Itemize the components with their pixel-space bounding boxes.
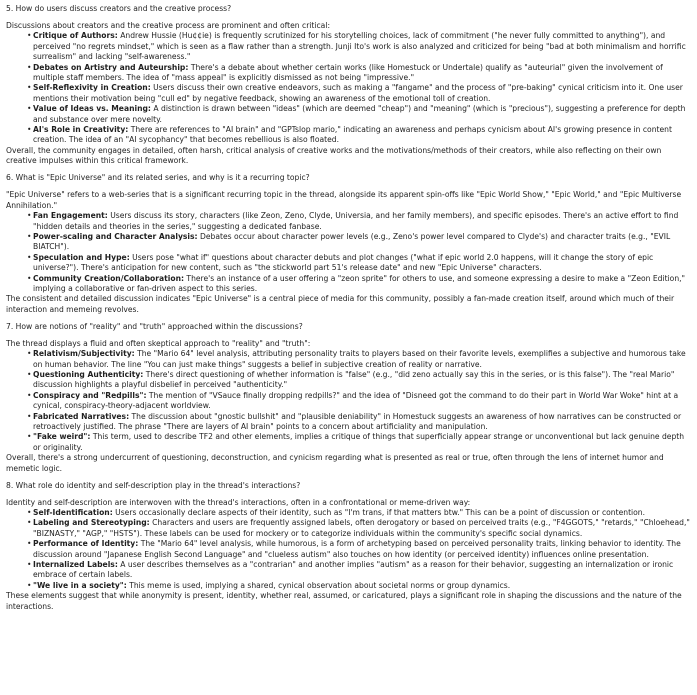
bullet-text: This term, used to describe TF2 and other elements, implies a critique of things that superficially appear strange or unconventional but lack genuine depth or originality. <box>33 432 685 452</box>
bullet-item <box>33 560 691 581</box>
bullet-text: Characters and users are frequently assigned labels, often derogatory or based on perceived traits (e.g., "F4GGOTS," "retards," "Chloehead," "BIZNASTY," "AGP," "HSTS"). These labels can be used for mockery or to categorize individuals within the community's specific social dynamics. <box>33 518 690 538</box>
bullet-text: The discussion about "gnostic bullshit" and "plausible deniability" in Homestuck suggests an awareness of how narratives can be constructed or retroactively justified. The phrase "There are layers of AI brain" points to a concern about artificiality and manipulation. <box>33 411 682 431</box>
bullet-item <box>33 432 691 453</box>
bullet-text: There are references to "AI brain" and "GPTslop mario," indicating an awareness and perhaps cynicism about AI's growing presence in content creation. The idea of an "AI sycophancy" that becomes rebellious is also floated. <box>33 125 672 145</box>
faq-section <box>6 173 691 315</box>
bullet-term: Self-Identification: <box>33 508 113 518</box>
bullet-term: Community Creation/Collaboration: <box>33 273 185 283</box>
bullet-term: Critique of Authors: <box>33 31 118 41</box>
section-summary: The consistent and detailed discussion indicates "Epic Universe" is a central piece of media for this community, possibly a fan-made creation itself, around which much of their interaction and memeing revolves. <box>6 294 675 314</box>
bullet-term: "Fake weird": <box>33 432 91 442</box>
bullet-item <box>33 253 691 274</box>
bullet-item <box>33 125 691 146</box>
bullet-term: Questioning Authenticity: <box>33 369 144 379</box>
bullet-item <box>33 83 691 104</box>
bullet-text: The mention of "VSauce finally dropping redpills?" and the idea of "Disneed got the command to do their part in World War Woke" hint at a cynical, conspiracy-theory-adjacent worldview. <box>33 390 679 411</box>
bullet-item <box>33 232 691 253</box>
bullet-text: Users discuss their own creative endeavors, such as making a "fangame" and the process of "pre-baking" cynical criticism into it. One user mentions their motivation being "cull ed" by negative feedback, showing an awareness of the emotional toll of creation. <box>33 83 683 103</box>
bullet-item <box>33 518 691 539</box>
bullet-list <box>6 349 691 453</box>
bullet-term: Speculation and Hype: <box>33 252 130 262</box>
bullet-text: Users discuss its story, characters (like Zeon, Zeno, Clyde, Universia, and her family members), and specific episodes. There's an active effort to find "hidden details and theories in the series," suggesting a dedicated fanbase. <box>33 211 679 231</box>
bullet-list <box>6 211 691 294</box>
faq-section <box>6 322 691 474</box>
bullet-term: Relativism/Subjectivity: <box>33 349 135 359</box>
bullet-term: AI's Role in Creativity: <box>33 125 129 135</box>
bullet-text: This meme is used, implying a shared, cynical observation about societal norms or group dynamics. <box>126 580 511 590</box>
bullet-text: Debates occur about character power levels (e.g., Zeno's power level compared to Clyde's) and character traits (e.g., "EVIL BIATCH"). <box>33 231 671 252</box>
bullet-term: Fabricated Narratives: <box>33 411 130 421</box>
bullet-text: A distinction is drawn between "ideas" (which are deemed "cheap") and "meaning" (which is "precious"), suggesting a preference for depth and substance over mere novelty. <box>33 104 686 124</box>
bullet-item <box>33 349 691 370</box>
section-intro: "Epic Universe" refers to a web-series that is a significant recurring topic in the thread, alongside its apparent spin-offs like "Epic World Show," "Epic World," and "Epic Multiverse Annihilation." <box>6 190 682 210</box>
bullet-item <box>33 391 691 412</box>
bullet-term: "We live in a society": <box>33 580 127 590</box>
bullet-item <box>33 274 691 295</box>
bullet-item <box>33 370 691 391</box>
bullet-term: Performance of Identity: <box>33 539 139 549</box>
section-question: 8. What role do identity and self-description play in the thread's interactions? <box>6 480 301 490</box>
bullet-text: Users occasionally declare aspects of their identity, such as "I'm trans, if that matters btw." This can be a point of discussion or contention. <box>112 508 646 518</box>
bullet-term: Labeling and Stereotyping: <box>33 518 150 528</box>
section-intro: The thread displays a fluid and often skeptical approach to "reality" and "truth": <box>6 338 311 348</box>
bullet-text: There's direct questioning of whether information is "false" (e.g., "did zeno actually say this in the series, or is this false"). The "real Mario" discussion highlights a playful disbelief in perceived "authenticity." <box>33 369 675 390</box>
section-question: 5. How do users discuss creators and the creative process? <box>6 4 232 13</box>
bullet-term: Value of Ideas vs. Meaning: <box>33 104 151 114</box>
bullet-text: Andrew Hussie (Hu¢¢ie) is frequently scrutinized for his storytelling choices, lack of commitment ("he never fully committed to anything"), and perceived "no regrets mindset," which is seen as a flaw rather than a strength. Junji Ito's work is also analyzed and criticized for being "bad at both minimalism and horrific surrealism" and lacking "self-awareness." <box>33 31 686 62</box>
bullet-item <box>33 104 691 125</box>
bullet-term: Conspiracy and "Redpills": <box>33 390 147 400</box>
bullet-list <box>6 31 691 145</box>
section-summary: Overall, there's a strong undercurrent of questioning, deconstruction, and cynicism regarding what is presented as real or true, often through the lens of internet humor and memetic logic. <box>6 453 664 473</box>
bullet-term: Power-scaling and Character Analysis: <box>33 231 198 241</box>
section-question: 6. What is "Epic Universe" and its related series, and why is it a recurring topic? <box>6 173 310 183</box>
bullet-text: There's an instance of a user offering a "zeon sprite" for others to use, and someone expressing a desire to make a "Zeon Edition," implying a collaborative or fan-driven aspect to this series. <box>33 273 686 293</box>
bullet-text: Users pose "what if" questions about character debuts and plot changes ("what if epic world 2.0 happens, will it change the story of epic universe?"). There's anticipation for new content, such as "the stickworld part 51's release date" and new "Epic Universe" characters. <box>33 252 654 273</box>
bullet-item <box>33 211 691 232</box>
faq-section <box>6 4 691 167</box>
bullet-item <box>33 508 691 518</box>
bullet-term: Self-Reflexivity in Creation: <box>33 83 151 93</box>
section-summary: These elements suggest that while anonymity is present, identity, whether real, assumed, or caricatured, plays a significant role in shaping the discussions and the nature of the interactions. <box>6 591 682 611</box>
section-question: 7. How are notions of "reality" and "truth" approached within the discussions? <box>6 321 303 331</box>
bullet-item <box>33 412 691 433</box>
bullet-term: Debates on Artistry and Auteurship: <box>33 62 189 72</box>
bullet-term: Internalized Labels: <box>33 560 118 570</box>
faq-section <box>6 481 691 612</box>
bullet-text: A user describes themselves as a "contrarian" and another implies "autism" as a reason for their behavior, suggesting an internalization or ironic embrace of certain labels. <box>33 560 674 580</box>
bullet-item <box>33 581 691 591</box>
bullet-item <box>33 539 691 560</box>
bullet-text: The "Mario 64" level analysis, attributing personality traits to players based on their favorite levels, exemplifies a subjective and humorous take on human behavior. The line "You can just make things" suggests a belief in subjective creation of reality or narrative. <box>33 349 686 369</box>
section-intro: Identity and self-description are interwoven with the thread's interactions, often in a confrontational or meme-driven way: <box>6 497 471 507</box>
bullet-list <box>6 508 691 591</box>
bullet-text: There's a debate about whether certain works (like Homestuck or Undertale) qualify as "auteurial" given the involvement of multiple staff members. The idea of "mass appeal" is explicitly dismissed as not being "impressive." <box>33 62 663 83</box>
bullet-term: Fan Engagement: <box>33 211 108 221</box>
bullet-text: The "Mario 64" level analysis, while humorous, is a form of archetyping based on perceived personality traits, linking behavior to identity. The discussion around "Japanese English Second Language" and "clueless autism" also touches on how identity (or perceived identity) influences online presentation. <box>33 539 681 559</box>
section-intro: Discussions about creators and the creative process are prominent and often critical: <box>6 21 331 30</box>
section-summary: Overall, the community engages in detailed, often harsh, critical analysis of creative works and the motivations/methods of their creators, while also reflecting on their own creative impulses within this critical framework. <box>6 145 662 166</box>
bullet-item <box>33 63 691 84</box>
bullet-item <box>33 31 691 62</box>
